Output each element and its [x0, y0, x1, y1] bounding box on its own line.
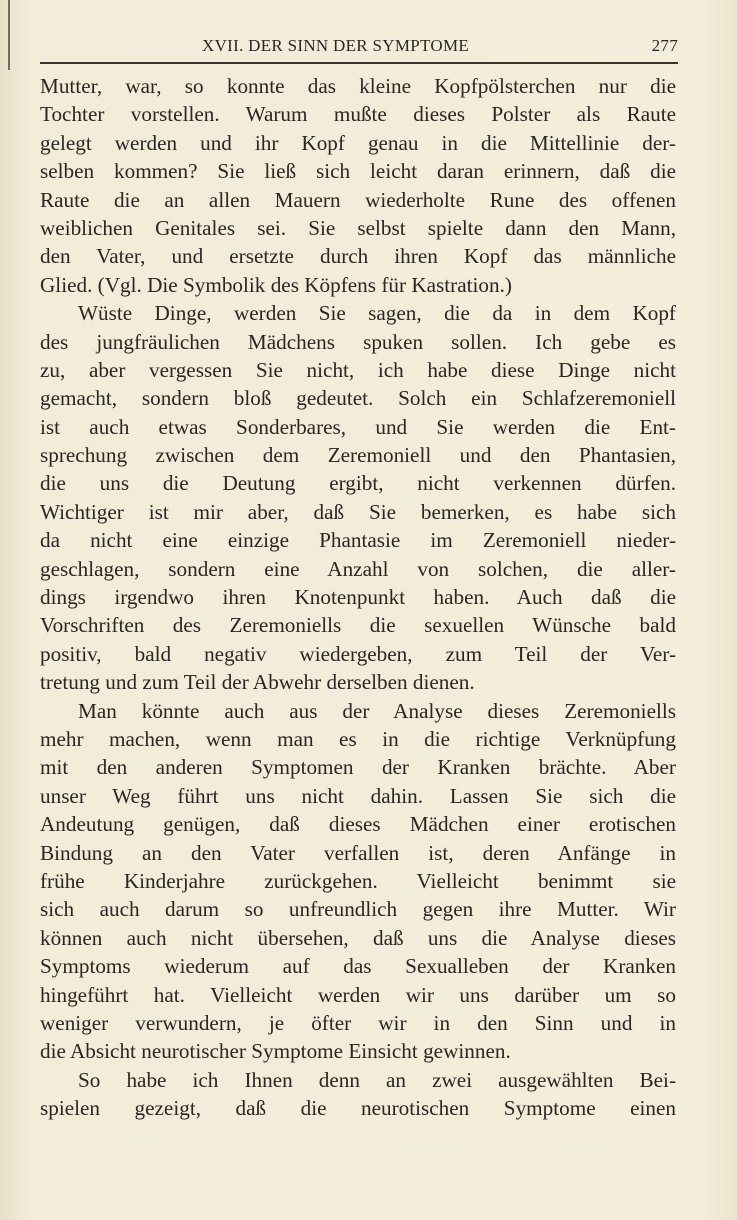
page-header: [40, 36, 678, 62]
text-line: sprechung zwischen dem Zeremoniell und den Phantasien,: [40, 443, 676, 468]
text-line: gemacht, sondern bloß gedeutet. Solch ein Schlafzeremoniell: [40, 386, 676, 411]
page-edge-line: [8, 0, 10, 70]
text-line: sich auch darum so unfreundlich gegen ihre Mutter. Wir: [40, 897, 676, 922]
text-line: Bindung an den Vater verfallen ist, deren Anfänge in: [40, 840, 676, 865]
text-line: unser Weg führt uns nicht dahin. Lassen Sie sich die: [40, 783, 676, 808]
text-line: Wüste Dinge, werden Sie sagen, die da in dem Kopf: [78, 301, 676, 326]
text-line: selben kommen? Sie ließ sich leicht daran erinnern, daß die: [40, 159, 676, 184]
page-number: 277: [651, 36, 678, 55]
text-line: des jungfräulichen Mädchens spuken sollen. Ich gebe es: [40, 329, 676, 354]
text-line: Tochter vorstellen. Warum mußte dieses Polster als Raute: [40, 102, 676, 127]
header-rule: [40, 62, 678, 64]
text-line: weiblichen Genitales sei. Sie selbst spielte dann den Mann,: [40, 215, 676, 240]
text-line: gelegt werden und ihr Kopf genau in die Mittellinie der-: [40, 130, 676, 155]
text-line: ist auch etwas Sonderbares, und Sie werden die Ent-: [40, 414, 676, 439]
body-text: [40, 72, 676, 1122]
text-line: die uns die Deutung ergibt, nicht verkennen dürfen.: [40, 471, 676, 496]
text-line: mehr machen, wenn man es in die richtige Verknüpfung: [40, 726, 676, 751]
text-line: Raute die an allen Mauern wiederholte Rune des offenen: [40, 187, 676, 212]
text-line: Mutter, war, so konnte das kleine Kopfpölsterchen nur die: [40, 74, 676, 98]
text-line: spielen gezeigt, daß die neurotischen Symptome einen: [40, 1096, 676, 1121]
text-line: Andeutung genügen, daß dieses Mädchen einer erotischen: [40, 812, 676, 837]
running-head: XVII. DER SINN DER SYMPTOME: [202, 36, 470, 55]
text-line: Glied. (Vgl. Die Symbolik des Köpfens für Kastration.): [40, 272, 512, 297]
text-line: Man könnte auch aus der Analyse dieses Zeremoniells: [78, 698, 676, 723]
text-line: Vorschriften des Zeremoniells die sexuellen Wünsche bald: [40, 613, 676, 638]
text-line: dings irgendwo ihren Knotenpunkt haben. Auch daß die: [40, 585, 676, 610]
text-line: Symptoms wiederum auf das Sexualleben der Kranken: [40, 954, 676, 979]
text-line: können auch nicht übersehen, daß uns die Analyse dieses: [40, 925, 676, 950]
text-line: mit den anderen Symptomen der Kranken brächte. Aber: [40, 755, 676, 780]
text-line: So habe ich Ihnen denn an zwei ausgewählten Bei-: [78, 1067, 676, 1092]
text-line: hingeführt hat. Vielleicht werden wir uns darüber um so: [40, 982, 676, 1007]
text-line: geschlagen, sondern eine Anzahl von solchen, die aller-: [40, 556, 676, 581]
text-line: frühe Kinderjahre zurückgehen. Vielleicht benimmt sie: [40, 868, 676, 893]
text-line: weniger verwundern, je öfter wir in den Sinn und in: [40, 1010, 676, 1035]
text-line: da nicht eine einzige Phantasie im Zeremoniell nieder-: [40, 528, 676, 553]
text-line: tretung und zum Teil der Abwehr derselben dienen.: [40, 670, 475, 695]
text-line: die Absicht neurotischer Symptome Einsicht gewinnen.: [40, 1039, 511, 1064]
text-line: zu, aber vergessen Sie nicht, ich habe diese Dinge nicht: [40, 357, 676, 382]
text-line: Wichtiger ist mir aber, daß Sie bemerken, es habe sich: [40, 499, 676, 524]
text-line: positiv, bald negativ wiedergeben, zum Teil der Ver-: [40, 641, 676, 666]
text-line: den Vater, und ersetzte durch ihren Kopf das männliche: [40, 244, 676, 269]
